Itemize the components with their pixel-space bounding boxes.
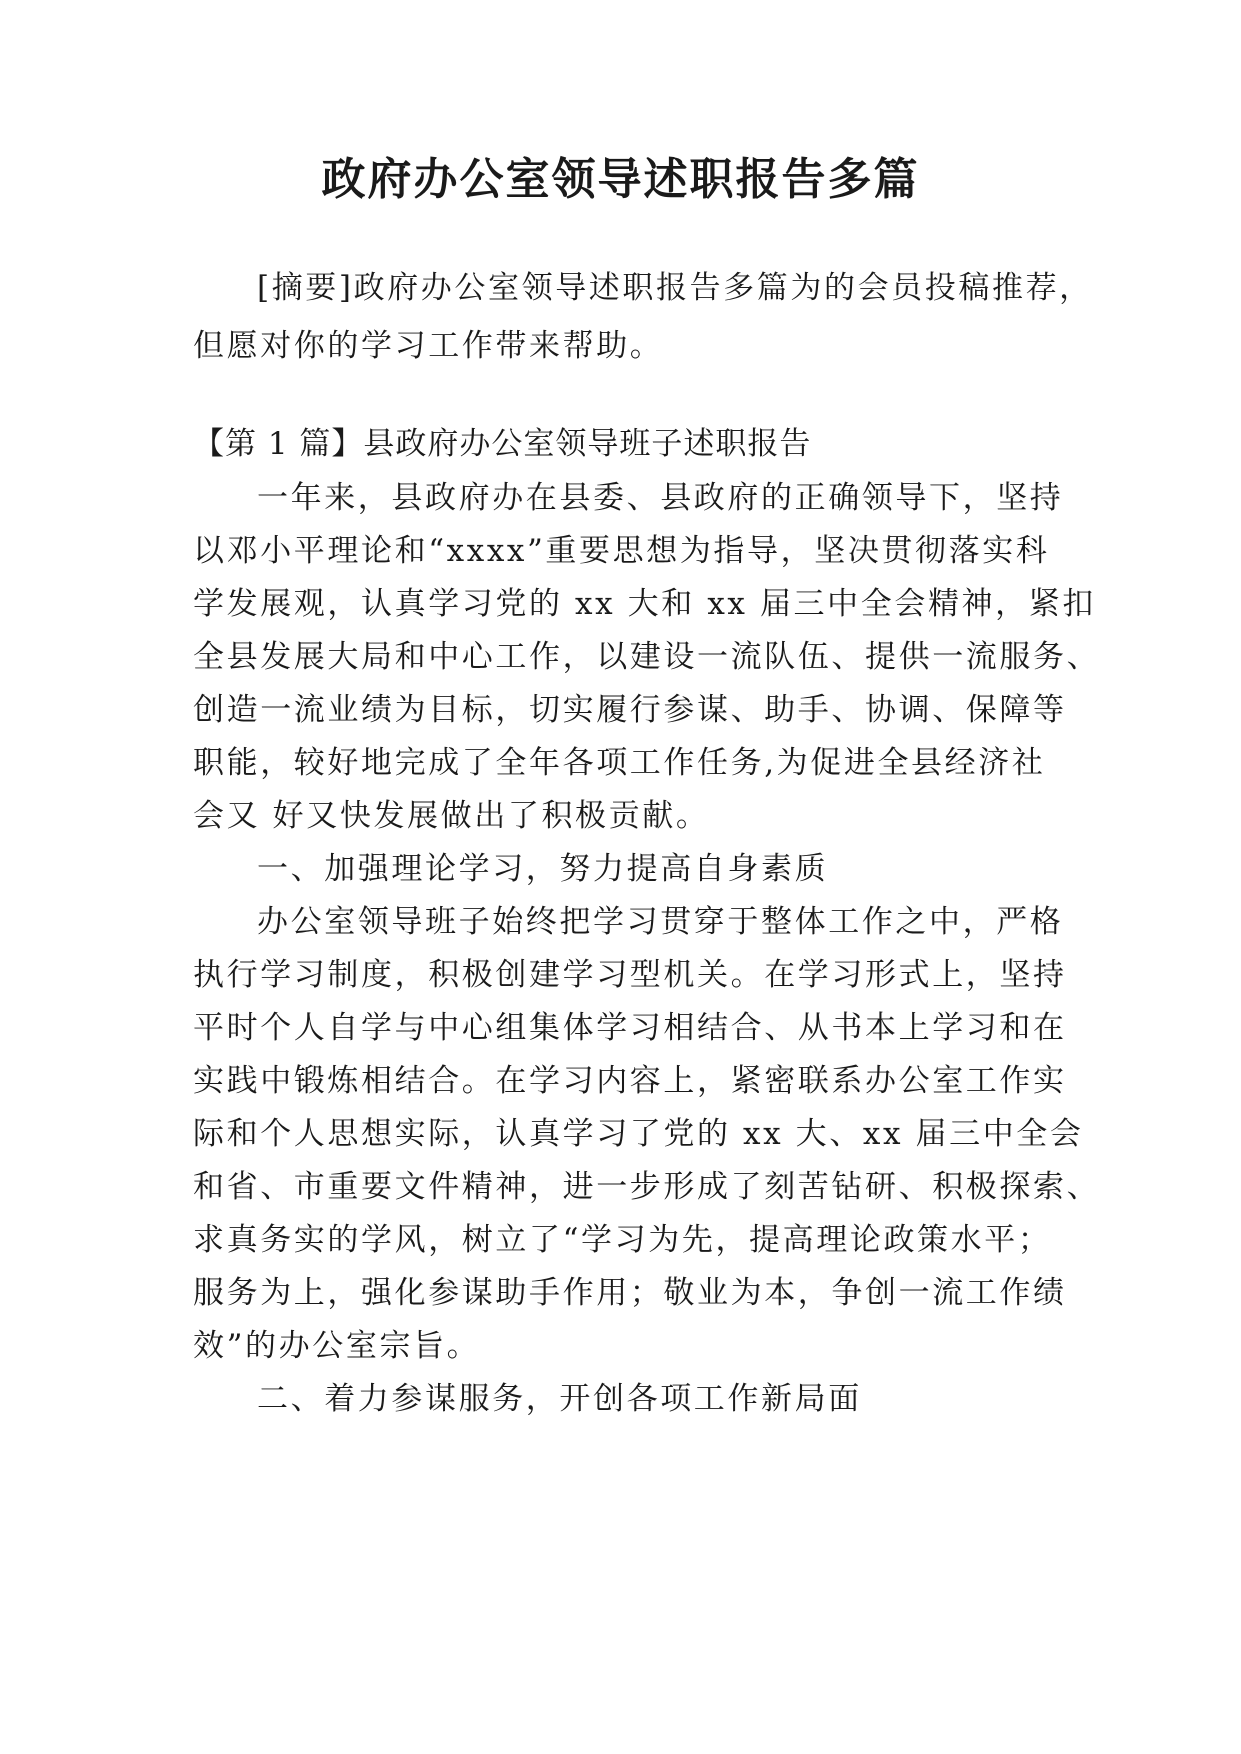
abstract-line-1: [摘要]政府办公室领导述职报告多篇为的会员投稿推荐，: [257, 270, 1093, 306]
subheading-1: 一、加强理论学习，努力提高自身素质: [257, 851, 829, 887]
paragraph1-line-1: 一年来，县政府办在县委、县政府的正确领导下，坚持: [257, 480, 1064, 516]
paragraph2-line-1: 办公室领导班子始终把学习贯穿于整体工作之中，严格: [257, 904, 1064, 940]
paragraph1-line-6: 职能，较好地完成了全年各项工作任务,为促进全县经济社: [193, 745, 1046, 781]
paragraph1-line-2: 以邓小平理论和“xxxx”重要思想为指导，坚决贯彻落实科: [193, 533, 1050, 569]
paragraph2-line-5: 际和个人思想实际，认真学习了党的 xx 大、xx 届三中全会: [193, 1116, 1084, 1152]
subheading-2: 二、着力参谋服务，开创各项工作新局面: [257, 1381, 862, 1417]
abstract-line-2: 但愿对你的学习工作带来帮助。: [193, 328, 664, 364]
paragraph2-line-4: 实践中锻炼相结合。在学习内容上，紧密联系办公室工作实: [193, 1063, 1067, 1099]
paragraph2-line-3: 平时个人自学与中心组集体学习相结合、从书本上学习和在: [193, 1010, 1067, 1046]
document-title: 政府办公室领导述职报告多篇: [321, 154, 920, 205]
paragraph1-line-3: 学发展观，认真学习党的 xx 大和 xx 届三中全会精神，紧扣: [193, 586, 1096, 622]
paragraph2-line-8: 服务为上，强化参谋助手作用；敬业为本，争创一流工作绩: [193, 1275, 1067, 1311]
paragraph1-line-7: 会又 好又快发展做出了积极贡献。: [193, 798, 710, 834]
paragraph1-line-5: 创造一流业绩为目标，切实履行参谋、助手、协调、保障等: [193, 692, 1067, 728]
paragraph2-line-2: 执行学习制度，积极创建学习型机关。在学习形式上，坚持: [193, 957, 1067, 993]
paragraph2-line-9: 效”的办公室宗旨。: [193, 1328, 481, 1364]
section-heading: 【第 1 篇】县政府办公室领导班子述职报告: [193, 426, 812, 462]
paragraph2-line-6: 和省、市重要文件精神，进一步形成了刻苦钻研、积极探索、: [193, 1169, 1101, 1205]
paragraph2-line-7: 求真务实的学风，树立了“学习为先，提高理论政策水平；: [193, 1222, 1052, 1258]
paragraph1-line-4: 全县发展大局和中心工作，以建设一流队伍、提供一流服务、: [193, 639, 1101, 675]
